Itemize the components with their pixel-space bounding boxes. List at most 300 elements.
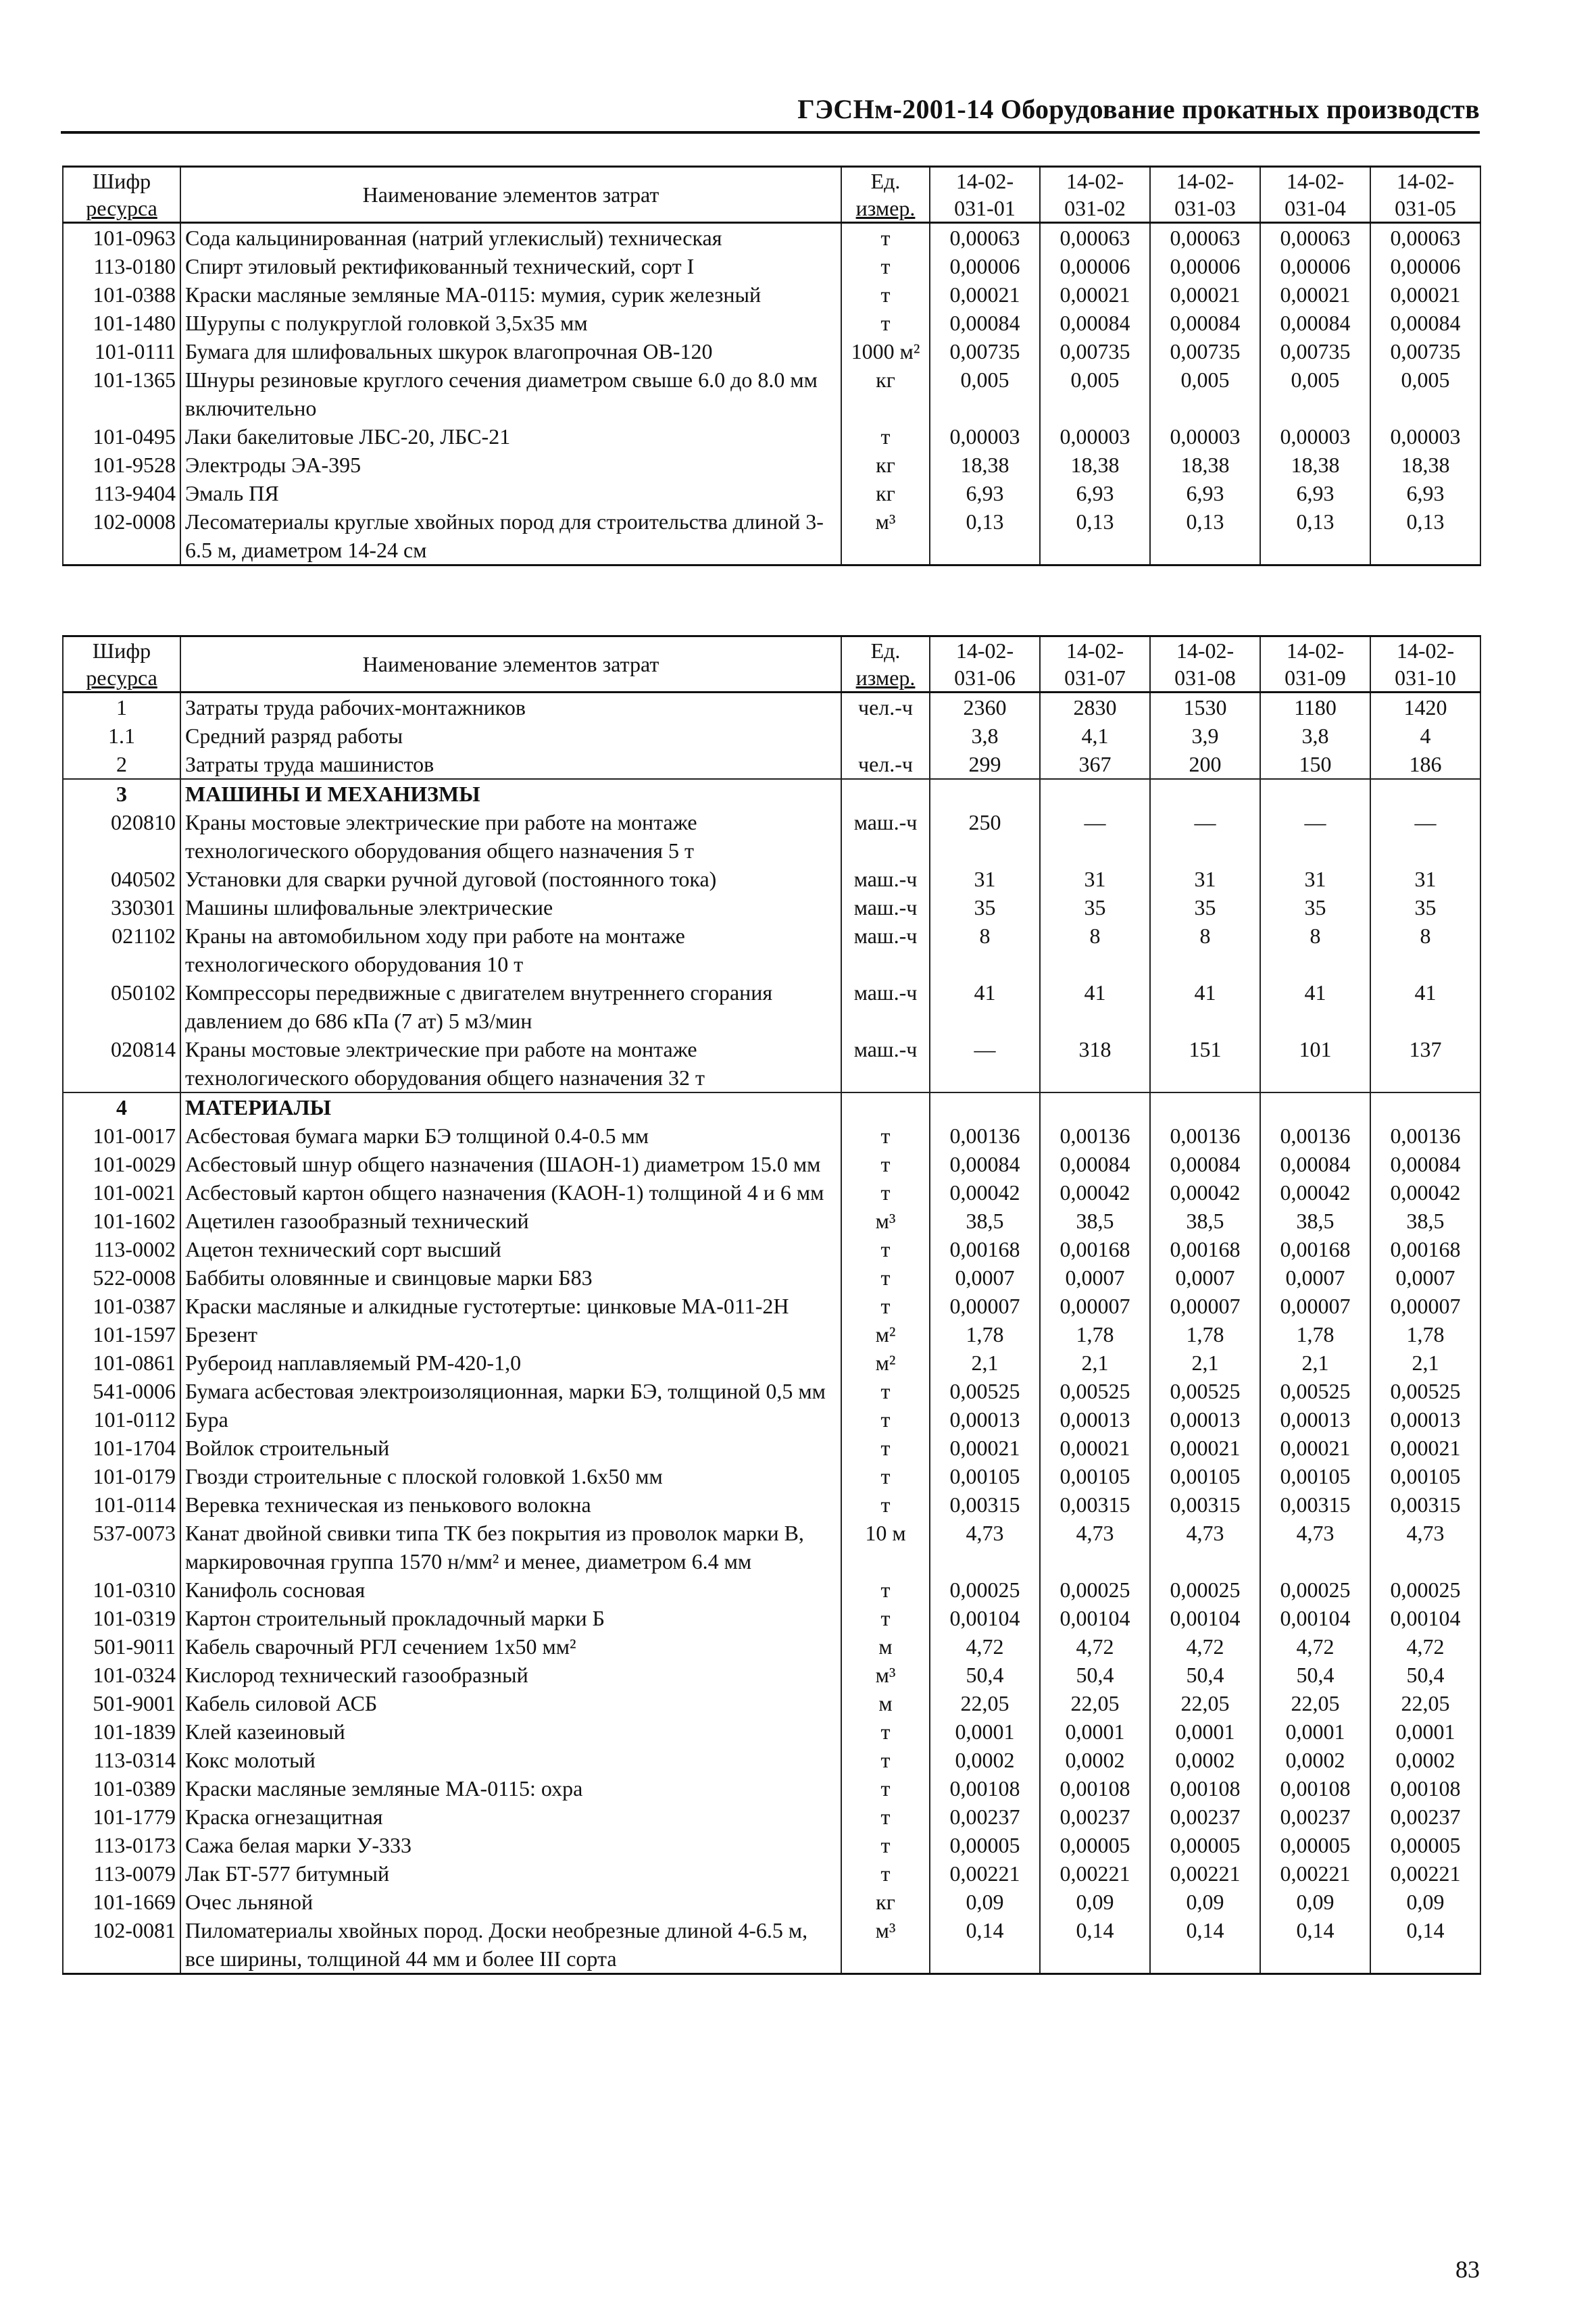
norm-value: 0,00063 [1150, 223, 1260, 253]
cost-element-name: Кабель силовой АСБ [180, 1689, 841, 1717]
norm-value: 50,4 [1260, 1661, 1370, 1689]
resource-table-1 [62, 166, 1481, 566]
norm-value: 6,93 [1260, 479, 1370, 507]
norm-value: 0,0002 [930, 1746, 1040, 1774]
resource-code: 113-9404 [63, 479, 180, 507]
norm-value: 0,00003 [1370, 422, 1480, 451]
norm-value: 31 [1040, 865, 1150, 893]
cost-element-name: Затраты труда рабочих-монтажников [180, 693, 841, 722]
cost-element-name: Краска огнезащитная [180, 1803, 841, 1831]
norm-value: 0,0002 [1040, 1746, 1150, 1774]
resource-code: 501-9001 [63, 1689, 180, 1717]
header-column-bottom: 031-01 [954, 196, 1016, 220]
resource-code: 101-0021 [63, 1178, 180, 1207]
norm-value: 4,72 [1150, 1632, 1260, 1661]
norm-value: 0,00084 [1370, 1150, 1480, 1178]
cost-element-name: Затраты труда машинистов [180, 750, 841, 779]
cost-element-name: Машины шлифовальные электрические [180, 893, 841, 922]
unit-of-measure: т [841, 1377, 930, 1405]
norm-value: 0,00021 [1260, 280, 1370, 309]
norm-value: 18,38 [1370, 451, 1480, 479]
unit-of-measure: м³ [841, 507, 930, 565]
unit-of-measure: т [841, 1831, 930, 1859]
norm-value: 0,00003 [1260, 422, 1370, 451]
norm-value: 8 [1150, 922, 1260, 978]
unit-of-measure: т [841, 1746, 930, 1774]
norm-value: 0,09 [1150, 1888, 1260, 1916]
norm-value: 1180 [1260, 693, 1370, 722]
resource-code: 101-1839 [63, 1717, 180, 1746]
norm-value: 0,00007 [1040, 1292, 1150, 1320]
norm-value: 0,00168 [1260, 1235, 1370, 1263]
norm-value: — [1260, 808, 1370, 865]
unit-of-measure: т [841, 1122, 930, 1150]
norm-value: 0,00063 [1260, 223, 1370, 253]
table-row [63, 223, 1480, 253]
norm-value: 18,38 [1040, 451, 1150, 479]
unit-of-measure: т [841, 1717, 930, 1746]
norm-value: 0,13 [1260, 507, 1370, 565]
table-row [63, 1717, 1480, 1746]
norm-value: 0,0001 [1150, 1717, 1260, 1746]
header-code-bottom: ресурса [86, 665, 157, 690]
norm-value: 0,00005 [1150, 1831, 1260, 1859]
norm-value: 0,00013 [1040, 1405, 1150, 1434]
table-row [63, 309, 1480, 337]
norm-value: 0,00021 [1260, 1434, 1370, 1462]
norm-value: 250 [930, 808, 1040, 865]
norm-value: 137 [1370, 1035, 1480, 1092]
unit-of-measure: т [841, 1576, 930, 1604]
table-row [63, 337, 1480, 366]
norm-value: 0,14 [1260, 1916, 1370, 1974]
table-row [63, 507, 1480, 565]
header-code [63, 636, 180, 693]
norm-value: 0,00168 [930, 1235, 1040, 1263]
norm-value: 38,5 [1260, 1207, 1370, 1235]
resource-code: 040502 [63, 865, 180, 893]
table-row [63, 722, 1480, 750]
resource-code: 102-0008 [63, 507, 180, 565]
unit-of-measure: чел.-ч [841, 750, 930, 779]
header-unit [841, 167, 930, 223]
norm-value: 0,00525 [930, 1377, 1040, 1405]
norm-value: 31 [1370, 865, 1480, 893]
table-row [63, 693, 1480, 722]
unit-of-measure: т [841, 1462, 930, 1490]
resource-code: 541-0006 [63, 1377, 180, 1405]
norm-value: 41 [930, 978, 1040, 1035]
norm-value: 0,00063 [1040, 223, 1150, 253]
header-column-bottom: 031-03 [1174, 196, 1236, 220]
norm-value: 367 [1040, 750, 1150, 779]
resource-code: 113-0180 [63, 252, 180, 280]
resource-code: 501-9011 [63, 1632, 180, 1661]
unit-of-measure: т [841, 1178, 930, 1207]
table-row [63, 1576, 1480, 1604]
table-row [63, 1349, 1480, 1377]
unit-of-measure: т [841, 223, 930, 253]
norm-value: 4,72 [1260, 1632, 1370, 1661]
resource-code: 101-1602 [63, 1207, 180, 1235]
cost-element-name: Бура [180, 1405, 841, 1434]
page-header [61, 93, 1480, 134]
norm-value: 0,00042 [930, 1178, 1040, 1207]
table-row [63, 479, 1480, 507]
norm-value: 0,00007 [1370, 1292, 1480, 1320]
norm-value: 0,00136 [930, 1122, 1040, 1150]
norm-value: 0,00084 [930, 1150, 1040, 1178]
norm-value: 0,00003 [930, 422, 1040, 451]
norm-value: 0,00735 [1260, 337, 1370, 366]
norm-value: 0,00104 [1040, 1604, 1150, 1632]
norm-value: 0,00003 [1150, 422, 1260, 451]
header-column-top: 14-02- [1286, 169, 1345, 193]
unit-of-measure: т [841, 1292, 930, 1320]
resource-code: 101-0310 [63, 1576, 180, 1604]
cost-element-name: Гвозди строительные с плоской головкой 1.6x50 мм [180, 1462, 841, 1490]
table-row [63, 1831, 1480, 1859]
cost-element-name: Пиломатериалы хвойных пород. Доски необрезные длиной 4-6.5 м, все ширины, толщиной 44 мм и более III сорта [180, 1916, 841, 1974]
unit-of-measure: т [841, 1434, 930, 1462]
norm-value: 4,72 [1040, 1632, 1150, 1661]
norm-value: 50,4 [1040, 1661, 1150, 1689]
norm-value: 0,00315 [1150, 1490, 1260, 1519]
resource-code: 113-0079 [63, 1859, 180, 1888]
table-row [63, 1661, 1480, 1689]
unit-of-measure: маш.-ч [841, 1035, 930, 1092]
norm-value: 0,00221 [1370, 1859, 1480, 1888]
norm-value: 0,00013 [1370, 1405, 1480, 1434]
table-row [63, 1178, 1480, 1207]
norm-value: 0,00021 [930, 1434, 1040, 1462]
norm-value: 35 [1040, 893, 1150, 922]
norm-value: 0,005 [1260, 366, 1370, 422]
norm-value: 0,00108 [1040, 1774, 1150, 1803]
norm-value: 0,00005 [1370, 1831, 1480, 1859]
cost-element-name: Брезент [180, 1320, 841, 1349]
cost-element-name: Баббиты оловянные и свинцовые марки Б83 [180, 1263, 841, 1292]
norm-value: 101 [1260, 1035, 1370, 1092]
norm-value: 0,00108 [930, 1774, 1040, 1803]
norm-value: 299 [930, 750, 1040, 779]
norm-value: 0,00006 [1040, 252, 1150, 280]
norm-value: 0,00525 [1150, 1377, 1260, 1405]
unit-of-measure: м² [841, 1320, 930, 1349]
norm-value: 0,00221 [1040, 1859, 1150, 1888]
resource-code: 1.1 [63, 722, 180, 750]
cost-element-name: Асбестовая бумага марки БЭ толщиной 0.4-0.5 мм [180, 1122, 841, 1150]
norm-value: 0,00104 [1370, 1604, 1480, 1632]
table-row [63, 1207, 1480, 1235]
norm-value: 3,9 [1150, 722, 1260, 750]
header-column [1150, 167, 1260, 223]
norm-value: 0,00006 [1260, 252, 1370, 280]
cost-element-name: Сажа белая марки У-333 [180, 1831, 841, 1859]
unit-of-measure: м² [841, 1349, 930, 1377]
header-column-bottom: 031-05 [1395, 196, 1456, 220]
table-row [63, 1235, 1480, 1263]
unit-of-measure: маш.-ч [841, 922, 930, 978]
cost-element-name: Компрессоры передвижные с двигателем внутреннего сгорания давлением до 686 кПа (7 ат) 5 м3/мин [180, 978, 841, 1035]
resource-code: 101-0324 [63, 1661, 180, 1689]
norm-value: 8 [930, 922, 1040, 978]
header-column-bottom: 031-09 [1285, 665, 1346, 690]
header-column-bottom: 031-06 [954, 665, 1016, 690]
norm-value: 0,13 [1040, 507, 1150, 565]
cost-element-name: Кабель сварочный РГЛ сечением 1x50 мм² [180, 1632, 841, 1661]
norm-value: 1,78 [1040, 1320, 1150, 1349]
norm-value: 0,00105 [1150, 1462, 1260, 1490]
header-column-bottom: 031-10 [1395, 665, 1456, 690]
cost-element-name: Сода кальцинированная (натрий углекислый) техническая [180, 223, 841, 253]
norm-value: 0,00168 [1370, 1235, 1480, 1263]
resource-code: 113-0173 [63, 1831, 180, 1859]
norm-value [1040, 1092, 1150, 1122]
header-code-top: Шифр [92, 169, 151, 193]
norm-value: 6,93 [1370, 479, 1480, 507]
section-title: МАТЕРИАЛЫ [180, 1092, 841, 1122]
norm-value: 0,0007 [1370, 1263, 1480, 1292]
norm-value: 0,00105 [930, 1462, 1040, 1490]
norm-value: 200 [1150, 750, 1260, 779]
unit-of-measure: кг [841, 479, 930, 507]
unit-of-measure: кг [841, 366, 930, 422]
table-row [63, 451, 1480, 479]
norm-value: 4,73 [1370, 1519, 1480, 1576]
norm-value: 35 [930, 893, 1040, 922]
cost-element-name: Рубероид наплавляемый РМ-420-1,0 [180, 1349, 841, 1377]
header-code-top: Шифр [92, 638, 151, 663]
norm-value: 31 [1150, 865, 1260, 893]
norm-value: 38,5 [1150, 1207, 1260, 1235]
header-title: ГЭСНм-2001-14 Оборудование прокатных производств [797, 94, 1480, 124]
norm-value: 4,73 [930, 1519, 1040, 1576]
unit-of-measure: м [841, 1689, 930, 1717]
norm-value: 4,73 [1260, 1519, 1370, 1576]
norm-value: 0,00735 [1370, 337, 1480, 366]
norm-value: 22,05 [1370, 1689, 1480, 1717]
table-row [63, 1377, 1480, 1405]
norm-value: 38,5 [1370, 1207, 1480, 1235]
resource-code: 101-0387 [63, 1292, 180, 1320]
norm-value: 0,09 [1260, 1888, 1370, 1916]
norm-value: 0,00063 [1370, 223, 1480, 253]
norm-value: — [1150, 808, 1260, 865]
cost-element-name: Спирт этиловый ректификованный технический, сорт I [180, 252, 841, 280]
norm-value: 4,73 [1150, 1519, 1260, 1576]
header-unit-bottom: измер. [855, 196, 916, 220]
table-row [63, 1604, 1480, 1632]
cost-element-name: Шнуры резиновые круглого сечения диаметром свыше 6.0 до 8.0 мм включительно [180, 366, 841, 422]
resource-code: 020814 [63, 1035, 180, 1092]
norm-value: 0,00168 [1040, 1235, 1150, 1263]
norm-value: 0,00084 [1040, 309, 1150, 337]
cost-element-name: Установки для сварки ручной дуговой (постоянного тока) [180, 865, 841, 893]
cost-element-name: Краны мостовые электрические при работе на монтаже технологического оборудования общего назначения 5 т [180, 808, 841, 865]
unit-of-measure: т [841, 1150, 930, 1178]
table-row [63, 808, 1480, 865]
norm-value: 0,005 [1040, 366, 1150, 422]
cost-element-name: Бумага для шлифовальных шкурок влагопрочная ОВ-120 [180, 337, 841, 366]
unit-of-measure: кг [841, 451, 930, 479]
norm-value [1040, 779, 1150, 808]
norm-value: 0,09 [930, 1888, 1040, 1916]
norm-value [1370, 1092, 1480, 1122]
table-row [63, 1292, 1480, 1320]
norm-value: 0,00021 [1150, 1434, 1260, 1462]
table-row [63, 750, 1480, 779]
norm-value: 0,14 [1040, 1916, 1150, 1974]
norm-value: 22,05 [1260, 1689, 1370, 1717]
norm-value: 0,005 [1150, 366, 1260, 422]
table-row [63, 1035, 1480, 1092]
header-column [1260, 636, 1370, 693]
norm-value: 0,00084 [1260, 309, 1370, 337]
norm-value: 3,8 [1260, 722, 1370, 750]
norm-value: 2,1 [1040, 1349, 1150, 1377]
norm-value: 0,00007 [1260, 1292, 1370, 1320]
norm-value: 0,00042 [1260, 1178, 1370, 1207]
norm-value: 0,00735 [930, 337, 1040, 366]
unit-of-measure: маш.-ч [841, 978, 930, 1035]
table-row [63, 280, 1480, 309]
norm-value: 0,00084 [930, 309, 1040, 337]
header-column-top: 14-02- [1176, 169, 1235, 193]
norm-value: 0,00168 [1150, 1235, 1260, 1263]
table-row [63, 1320, 1480, 1349]
norm-value: 0,00013 [1150, 1405, 1260, 1434]
norm-value: 1,78 [1150, 1320, 1260, 1349]
table-row [63, 422, 1480, 451]
unit-of-measure: т [841, 1490, 930, 1519]
norm-value: 0,005 [1370, 366, 1480, 422]
unit-of-measure: т [841, 309, 930, 337]
resource-code: 101-0495 [63, 422, 180, 451]
cost-element-name: Шурупы с полукруглой головкой 3,5x35 мм [180, 309, 841, 337]
norm-value: 0,13 [1370, 507, 1480, 565]
unit-of-measure: т [841, 252, 930, 280]
resource-code: 3 [63, 779, 180, 808]
norm-value: 0,00105 [1260, 1462, 1370, 1490]
norm-value: 0,00006 [1370, 252, 1480, 280]
norm-value: 0,00237 [1150, 1803, 1260, 1831]
unit-of-measure: т [841, 280, 930, 309]
norm-value: 186 [1370, 750, 1480, 779]
norm-value: 0,00021 [1150, 280, 1260, 309]
cost-element-name: Краски масляные земляные МА-0115: охра [180, 1774, 841, 1803]
norm-value: 0,13 [930, 507, 1040, 565]
resource-code: 101-9528 [63, 451, 180, 479]
table-row [63, 1632, 1480, 1661]
table-row [63, 366, 1480, 422]
norm-value: 0,14 [1370, 1916, 1480, 1974]
resource-code: 101-0114 [63, 1490, 180, 1519]
norm-value: 50,4 [1150, 1661, 1260, 1689]
norm-value [1260, 779, 1370, 808]
resource-code: 113-0314 [63, 1746, 180, 1774]
norm-value: 1,78 [1370, 1320, 1480, 1349]
norm-value: 0,00021 [1040, 280, 1150, 309]
norm-value: 0,00104 [1260, 1604, 1370, 1632]
norm-value: 35 [1150, 893, 1260, 922]
header-column [930, 636, 1040, 693]
norm-value: 0,0007 [1260, 1263, 1370, 1292]
unit-of-measure: кг [841, 1888, 930, 1916]
norm-value: 8 [1040, 922, 1150, 978]
resource-code: 101-0319 [63, 1604, 180, 1632]
norm-value: 0,0001 [1040, 1717, 1150, 1746]
resource-code: 101-1669 [63, 1888, 180, 1916]
resource-code: 101-1704 [63, 1434, 180, 1462]
resource-code: 101-1365 [63, 366, 180, 422]
header-unit-bottom: измер. [855, 665, 916, 690]
resource-code: 537-0073 [63, 1519, 180, 1576]
norm-value [930, 779, 1040, 808]
table-header-row [63, 167, 1480, 223]
table-row [63, 252, 1480, 280]
header-column-top: 14-02- [1066, 169, 1124, 193]
norm-value: 2,1 [1260, 1349, 1370, 1377]
unit-of-measure: т [841, 1859, 930, 1888]
cost-element-name: Очес льняной [180, 1888, 841, 1916]
norm-value: 0,00237 [930, 1803, 1040, 1831]
norm-value: 41 [1150, 978, 1260, 1035]
norm-value: 4,1 [1040, 722, 1150, 750]
cost-element-name: Веревка техническая из пенькового волокна [180, 1490, 841, 1519]
norm-value: 150 [1260, 750, 1370, 779]
norm-value: 0,0007 [1150, 1263, 1260, 1292]
norm-value [1150, 1092, 1260, 1122]
table-row [63, 893, 1480, 922]
norm-value: 0,00003 [1040, 422, 1150, 451]
unit-of-measure: т [841, 1405, 930, 1434]
header-column-top: 14-02- [1286, 638, 1345, 663]
norm-value: 4,72 [930, 1632, 1040, 1661]
norm-value: 0,00042 [1370, 1178, 1480, 1207]
unit-of-measure: 1000 м² [841, 337, 930, 366]
norm-value: 0,13 [1150, 507, 1260, 565]
norm-value: 0,00006 [930, 252, 1040, 280]
table-header-row [63, 636, 1480, 693]
table-row [63, 1803, 1480, 1831]
norm-value: 0,09 [1370, 1888, 1480, 1916]
header-column-top: 14-02- [1396, 638, 1455, 663]
unit-of-measure: т [841, 1235, 930, 1263]
resource-code: 4 [63, 1092, 180, 1122]
norm-value [1260, 1092, 1370, 1122]
norm-value: 38,5 [930, 1207, 1040, 1235]
header-column-top: 14-02- [1396, 169, 1455, 193]
cost-element-name: Краны на автомобильном ходу при работе на монтаже технологического оборудования 10 т [180, 922, 841, 978]
norm-value: 0,00063 [930, 223, 1040, 253]
norm-value: 0,00084 [1040, 1150, 1150, 1178]
norm-value: 0,00315 [1040, 1490, 1150, 1519]
unit-of-measure: маш.-ч [841, 808, 930, 865]
norm-value: 0,00013 [1260, 1405, 1370, 1434]
norm-value: 2,1 [1150, 1349, 1260, 1377]
norm-value: 0,00013 [930, 1405, 1040, 1434]
norm-value: 2830 [1040, 693, 1150, 722]
unit-of-measure [841, 1092, 930, 1122]
table-row [63, 865, 1480, 893]
norm-value: 0,00315 [930, 1490, 1040, 1519]
unit-of-measure: т [841, 1263, 930, 1292]
norm-value: 0,00221 [1150, 1859, 1260, 1888]
cost-element-name: Ацетон технический сорт высший [180, 1235, 841, 1263]
norm-value: 0,0002 [1150, 1746, 1260, 1774]
table-row [63, 1519, 1480, 1576]
